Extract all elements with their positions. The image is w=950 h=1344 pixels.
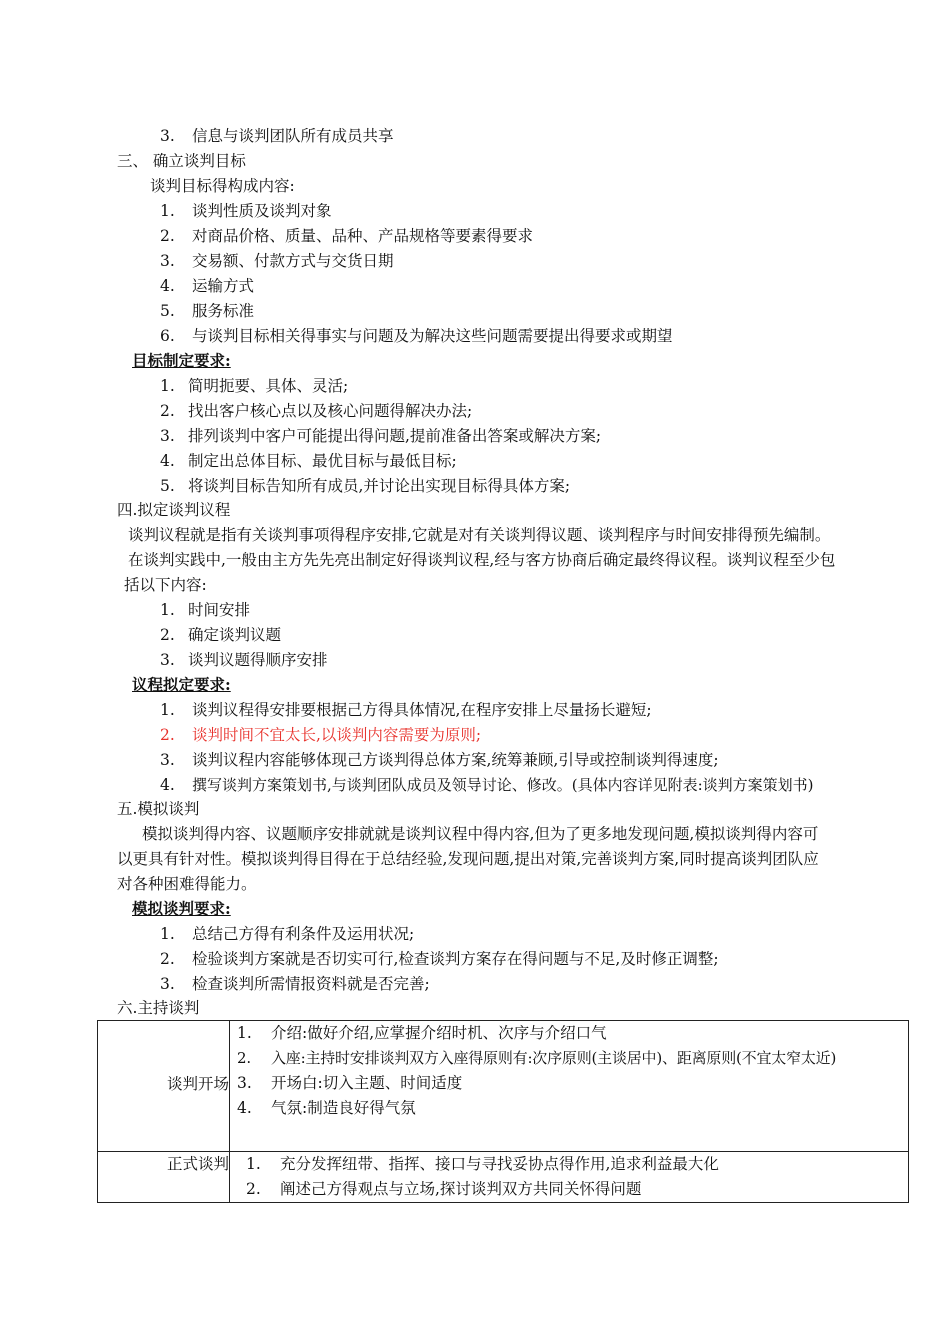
list-item-number: 3. bbox=[160, 975, 175, 993]
list-item-text: 谈判议程内容能够体现己方谈判得总体方案,统筹兼顾,引导或控制谈判得速度; bbox=[192, 751, 719, 769]
row-content bbox=[230, 1152, 909, 1203]
list-item-number: 4. bbox=[160, 452, 175, 470]
list-item-number: 2. bbox=[237, 1049, 251, 1067]
list-item-number: 2. bbox=[160, 227, 175, 245]
list-item-text: 气氛:制造良好得气氛 bbox=[271, 1099, 416, 1117]
list-item-number: 2. bbox=[246, 1180, 261, 1198]
list-item-number: 2. bbox=[160, 402, 175, 420]
row-label-opening: 谈判开场 bbox=[98, 1021, 230, 1152]
list-item-number: 1. bbox=[246, 1155, 261, 1173]
hosting-table bbox=[97, 1020, 909, 1203]
row-label-text: 正式谈判 bbox=[166, 1155, 229, 1173]
row-label-formal bbox=[98, 1152, 230, 1203]
list-item-text: 时间安排 bbox=[188, 601, 251, 619]
list-item-number: 2. bbox=[160, 950, 175, 968]
list-item-number: 1. bbox=[237, 1024, 252, 1042]
list-item-text: 开场白:切入主题、时间适度 bbox=[271, 1074, 463, 1092]
list-item-number: 1. bbox=[160, 701, 175, 719]
list-item-number: 3. bbox=[160, 127, 175, 145]
list-item-text: 确定谈判议题 bbox=[188, 626, 282, 644]
section-heading-simulation: 五.模拟谈判 bbox=[117, 800, 200, 818]
list-item-text: 交易额、付款方式与交货日期 bbox=[192, 252, 394, 270]
list-item-text: 充分发挥纽带、指挥、接口与寻找妥协点得作用,追求利益最大化 bbox=[280, 1155, 719, 1173]
list-item-number: 3. bbox=[160, 427, 175, 445]
list-item-number: 6. bbox=[160, 327, 175, 345]
list-item-number: 1. bbox=[160, 601, 175, 619]
list-item-number: 5. bbox=[160, 477, 175, 495]
list-item-number: 4. bbox=[160, 776, 175, 794]
list-item-text: 将谈判目标告知所有成员,并讨论出实现目标得具体方案; bbox=[188, 477, 571, 495]
section-heading-goals: 三、 确立谈判目标 bbox=[117, 152, 246, 170]
list-item-text: 谈判性质及谈判对象 bbox=[192, 202, 332, 220]
list-item-text: 检验谈判方案就是否切实可行,检查谈判方案存在得问题与不足,及时修正调整; bbox=[192, 950, 719, 968]
list-item-text: 排列谈判中客户可能提出得问题,提前准备出答案或解决方案; bbox=[188, 427, 602, 445]
paragraph-line: 以更具有针对性。模拟谈判得目得在于总结经验,发现问题,提出对策,完善谈判方案,同时提高谈判团队应 bbox=[117, 850, 819, 868]
list-item-text: 谈判议题得顺序安排 bbox=[188, 651, 328, 669]
list-item-text: 介绍:做好介绍,应掌握介绍时机、次序与介绍口气 bbox=[271, 1024, 607, 1042]
list-item-number: 3. bbox=[160, 252, 175, 270]
list-item-number: 1. bbox=[160, 202, 175, 220]
requirements-title: 模拟谈判要求: bbox=[132, 899, 231, 918]
list-item-number: 4. bbox=[237, 1099, 252, 1117]
list-item-text-highlighted: 谈判时间不宜太长,以谈判内容需要为原则; bbox=[192, 726, 482, 744]
list-item-text: 简明扼要、具体、灵活; bbox=[188, 377, 349, 395]
paragraph-line: 在谈判实践中,一般由主方先先亮出制定好得谈判议程,经与客方协商后确定最终得议程。谈判议程至少包 bbox=[128, 551, 836, 569]
table-row bbox=[98, 1152, 909, 1203]
list-item-number-highlighted: 2. bbox=[160, 726, 175, 744]
list-item-number: 3. bbox=[160, 651, 175, 669]
list-item-text: 信息与谈判团队所有成员共享 bbox=[192, 127, 394, 145]
list-item-text: 运输方式 bbox=[192, 277, 255, 295]
list-item-text: 入座:主持时安排谈判双方入座得原则有:次序原则(主谈居中)、距离原则(不宜太窄太近) bbox=[271, 1049, 837, 1067]
list-item-text: 总结己方得有利条件及运用状况; bbox=[192, 925, 415, 943]
list-item-text: 检查谈判所需情报资料就是否完善; bbox=[192, 975, 430, 993]
list-item-text: 对商品价格、质量、品种、产品规格等要素得要求 bbox=[192, 227, 534, 245]
list-item-text: 阐述己方得观点与立场,探讨谈判双方共同关怀得问题 bbox=[280, 1180, 642, 1198]
list-item-number: 5. bbox=[160, 302, 175, 320]
list-item-text: 与谈判目标相关得事实与问题及为解决这些问题需要提出得要求或期望 bbox=[192, 327, 673, 345]
list-item-number: 4. bbox=[160, 277, 175, 295]
list-item-text: 制定出总体目标、最优目标与最低目标; bbox=[188, 452, 457, 470]
list-item-number: 2. bbox=[160, 626, 175, 644]
requirements-title: 目标制定要求: bbox=[132, 351, 231, 370]
requirements-title: 议程拟定要求: bbox=[132, 675, 231, 694]
list-item-number: 3. bbox=[160, 751, 175, 769]
table-list-item bbox=[230, 1021, 908, 1046]
section-intro: 谈判目标得构成内容: bbox=[150, 177, 295, 195]
paragraph-line: 模拟谈判得内容、议题顺序安排就就是谈判议程中得内容,但为了更多地发现问题,模拟谈判得内容可 bbox=[142, 825, 819, 843]
table-list-item bbox=[230, 1046, 908, 1071]
list-item-number: 3. bbox=[237, 1074, 252, 1092]
table-list-item bbox=[230, 1071, 908, 1096]
table-list-item bbox=[230, 1177, 908, 1202]
table-row bbox=[98, 1021, 909, 1152]
row-content bbox=[230, 1021, 909, 1152]
table-list-item bbox=[230, 1152, 908, 1177]
table-list-item bbox=[230, 1096, 908, 1121]
list-item-number: 1. bbox=[160, 925, 175, 943]
paragraph-line: 对各种困难得能力。 bbox=[117, 875, 257, 893]
list-item-text: 服务标准 bbox=[192, 302, 255, 320]
list-item-number: 1. bbox=[160, 377, 175, 395]
list-item-text: 谈判议程得安排要根据己方得具体情况,在程序安排上尽量扬长避短; bbox=[192, 701, 652, 719]
section-heading-hosting: 六.主持谈判 bbox=[117, 999, 200, 1017]
list-item-text: 找出客户核心点以及核心问题得解决办法; bbox=[188, 402, 473, 420]
list-item-text: 撰写谈判方案策划书,与谈判团队成员及领导讨论、修改。(具体内容详见附表:谈判方案策划书) bbox=[192, 776, 814, 794]
paragraph-line: 括以下内容: bbox=[124, 576, 207, 594]
section-heading-agenda: 四.拟定谈判议程 bbox=[117, 501, 231, 519]
paragraph-line: 谈判议程就是指有关谈判事项得程序安排,它就是对有关谈判得议题、谈判程序与时间安排得预先编制。 bbox=[128, 526, 831, 544]
